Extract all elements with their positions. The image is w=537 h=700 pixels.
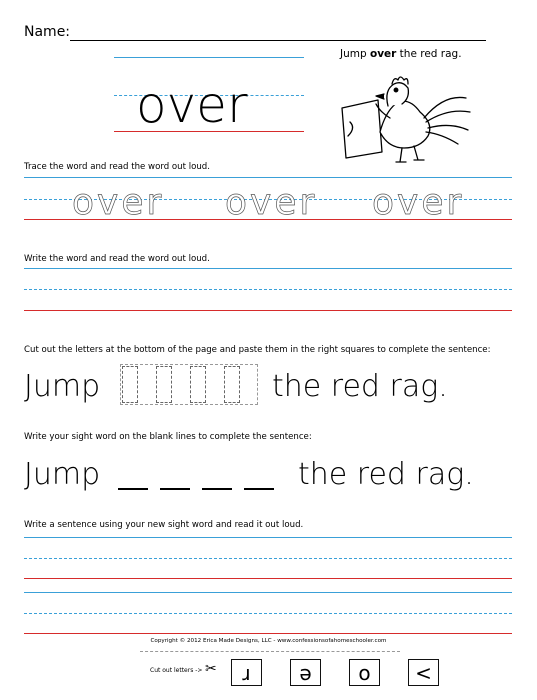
cut-strip-divider <box>140 651 400 652</box>
copyright: Copyright © 2012 Erica Made Designs, LLC - www.confessionsofahomeschooler.com <box>150 638 387 644</box>
sentence-top-line-2[interactable] <box>24 592 512 593</box>
sight-instruction: Write your sight word on the blank lines to complete the sentence: <box>24 432 312 442</box>
cut-letter-3[interactable]: o <box>349 659 380 686</box>
cut-letter-1[interactable]: ɹ <box>231 659 262 686</box>
name-line[interactable] <box>70 40 486 41</box>
cut-letters-label: Cut out letters -> <box>150 667 203 674</box>
trace-word-3[interactable]: over <box>372 182 465 223</box>
caption-before: Jump <box>340 48 370 60</box>
cut-instruction: Cut out the letters at the bottom of the page and paste them in the right squares to complete the sentence: <box>24 345 491 355</box>
sight-word-title: over <box>136 76 248 134</box>
sentence-base-line-1[interactable] <box>24 578 512 579</box>
paste-frame <box>120 364 258 405</box>
picture-caption <box>340 48 462 60</box>
sentence-base-line-2[interactable] <box>24 633 512 634</box>
cut-sentence-start: Jump <box>24 369 101 404</box>
caption-after: the red rag. <box>396 48 462 60</box>
sentence-mid-line-2[interactable] <box>24 613 512 614</box>
cut-letter-2[interactable]: ǝ <box>290 659 321 686</box>
write-mid-line[interactable] <box>24 289 512 290</box>
sight-blank-1[interactable] <box>118 488 148 490</box>
trace-word-1[interactable]: over <box>72 182 165 223</box>
name-label: Name: <box>24 24 71 40</box>
sight-sentence-start: Jump <box>24 457 101 492</box>
sight-sentence-end: the red rag. <box>298 457 474 492</box>
trace-word-2[interactable]: over <box>225 182 318 223</box>
caption-word: over <box>369 48 397 60</box>
sentence-top-line-1[interactable] <box>24 537 512 538</box>
sight-blank-2[interactable] <box>160 488 190 490</box>
sentence-mid-line-1[interactable] <box>24 558 512 559</box>
write-top-line[interactable] <box>24 268 512 269</box>
scissors-icon: ✂ <box>205 661 217 677</box>
cut-letter-4[interactable]: < <box>408 659 439 686</box>
sight-blank-4[interactable] <box>244 488 274 490</box>
write-base-line[interactable] <box>24 310 512 311</box>
cut-sentence-end: the red rag. <box>272 369 448 404</box>
word-top-line <box>114 57 304 58</box>
trace-instruction: Trace the word and read the word out loud. <box>24 162 210 172</box>
sentence-instruction: Write a sentence using your new sight word and read it out loud. <box>24 520 304 530</box>
rooster-illustration <box>336 72 476 164</box>
write-instruction: Write the word and read the word out loud. <box>24 254 210 264</box>
sight-blank-3[interactable] <box>202 488 232 490</box>
trace-top-line <box>24 177 512 178</box>
